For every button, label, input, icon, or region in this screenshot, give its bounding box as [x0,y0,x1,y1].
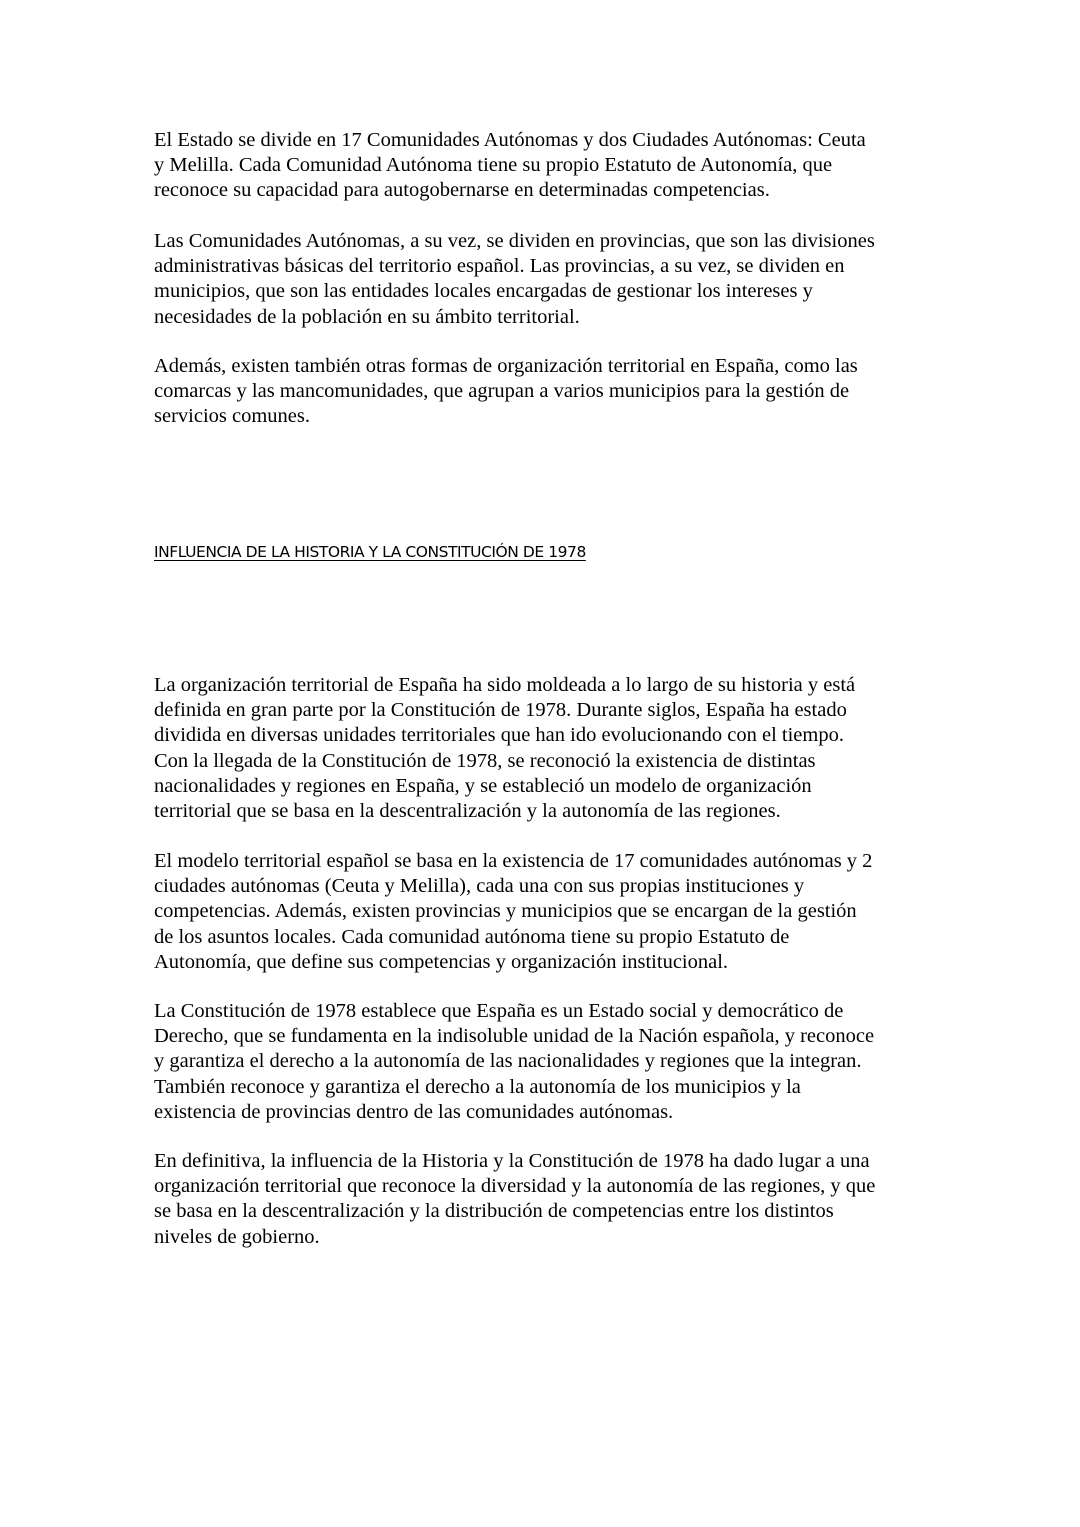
paragraph-territorial-model: El modelo territorial español se basa en la existencia de 17 comunidades autónomas y 2 ciudades autónomas (Ceuta y Melilla), cada una con sus propias instituciones y competencias. Además, existen provincias y municipios que se encargan de la gestión de los asuntos locales. Cada comunidad autónoma tiene su propio Estatuto de Autonomía, que define sus competencias y organización institucional. [154,850,873,973]
paragraph-conclusion: En definitiva, la influencia de la Historia y la Constitución de 1978 ha dado lugar a una organización territorial que reconoce la diversidad y la autonomía de las regiones, y que se basa en la descentralización y la distribución de competencias entre los distintos niveles de gobierno. [154,1150,876,1248]
paragraph-autonomous-communities: El Estado se divide en 17 Comunidades Autónomas y dos Ciudades Autónomas: Ceuta y Melilla. Cada Comunidad Autónoma tiene su propio Estatuto de Autonomía, que reconoce su capacidad para autogobernarse en determinadas competencias. [154,129,866,202]
paragraph-constitution-1978: La Constitución de 1978 establece que España es un Estado social y democrático de Derecho, que se fundamenta en la indisoluble unidad de la Nación española, y reconoce y garantiza el derecho a la autonomía de las nacionalidades y regiones que la integran. También reconoce y garantiza el derecho a la autonomía de los municipios y la existencia de provincias dentro de las comunidades autónomas. [154,1000,875,1123]
paragraph-other-territorial-forms: Además, existen también otras formas de organización territorial en España, como las comarcas y las mancomunidades, que agrupan a varios municipios para la gestión de servicios comunes. [154,355,858,428]
section-heading: INFLUENCIA DE LA HISTORIA Y LA CONSTITUCIÓN DE 1978 [154,543,586,561]
paragraph-provinces-municipalities: Las Comunidades Autónomas, a su vez, se dividen en provincias, que son las divisiones administrativas básicas del territorio español. Las provincias, a su vez, se dividen en municipios, que son las entidades locales encargadas de gestionar los intereses y necesidades de la población en su ámbito territorial. [154,230,875,328]
paragraph-historical-organization: La organización territorial de España ha sido moldeada a lo largo de su historia y está definida en gran parte por la Constitución de 1978. Durante siglos, España ha estado dividida en diversas unidades territoriales que han ido evolucionando con el tiempo. Con la llegada de la Constitución de 1978, se reconoció la existencia de distintas nacionalidades y regiones en España, y se estableció un modelo de organización territorial que se basa en la descentralización y la autonomía de las regiones. [154,674,856,823]
